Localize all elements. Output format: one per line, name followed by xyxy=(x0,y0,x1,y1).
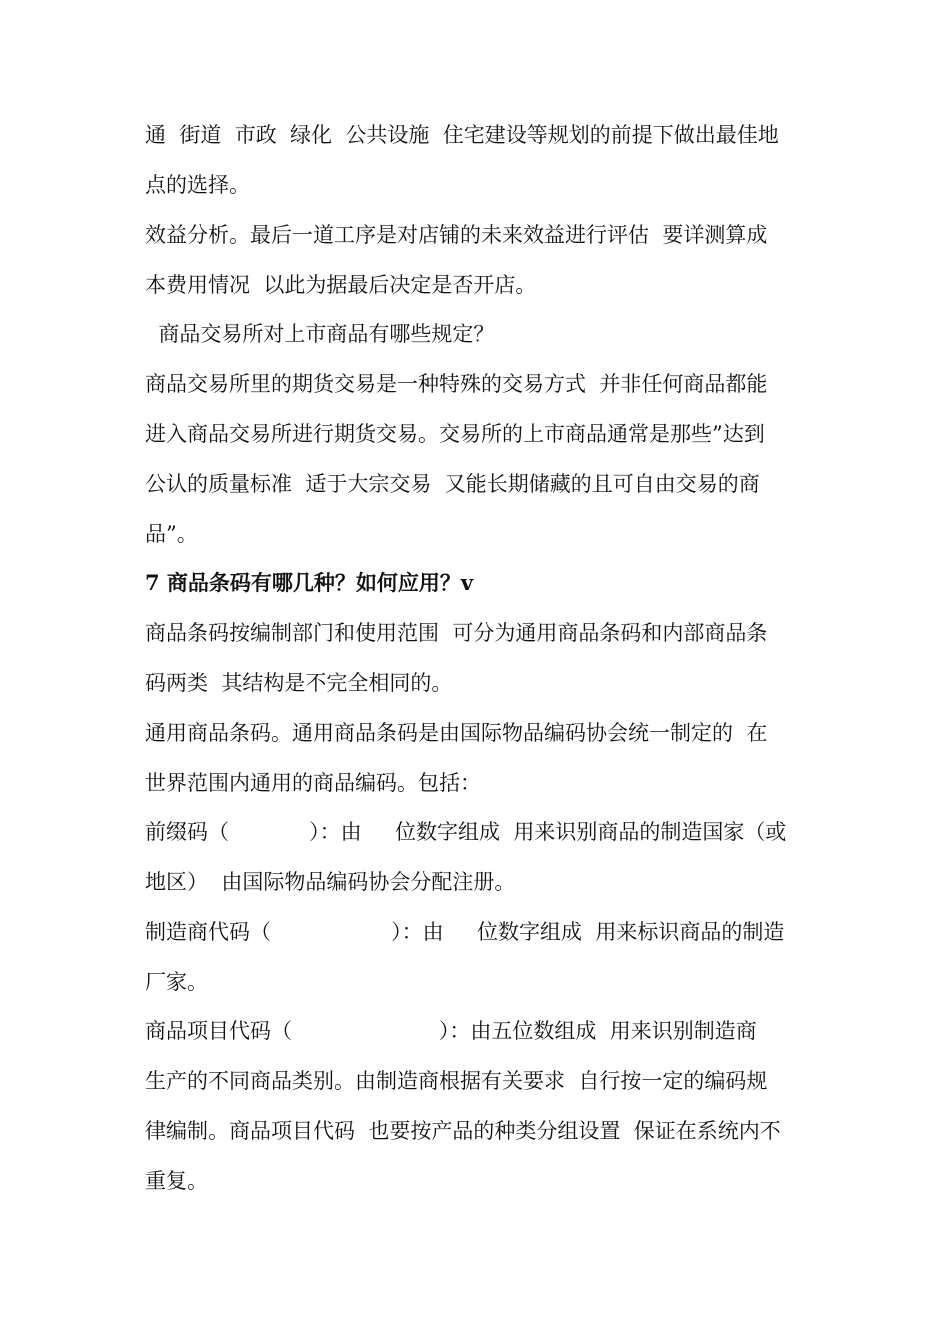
text-line: 律编制。商品项目代码 也要按产品的种类分组设置 保证在系统内不 xyxy=(145,1119,781,1143)
text-line: 公认的质量标准 适于大宗交易 又能长期储藏的且可自由交易的商 xyxy=(145,472,760,496)
text-line: 效益分析。最后一道工序是对店铺的未来效益进行评估 要详测算成 xyxy=(145,223,768,247)
text-line: 重复。 xyxy=(145,1169,208,1193)
text-line: 点的选择。 xyxy=(145,173,250,197)
text-line: 通用商品条码。通用商品条码是由国际物品编码协会统一制定的 在 xyxy=(145,721,768,745)
text-line: 码两类 其结构是不完全相同的。 xyxy=(145,671,453,695)
text-line: 制造商代码（ ）：由 位数字组成 用来标识商品的制造 xyxy=(145,920,785,944)
question-heading: 商品交易所对上市商品有哪些规定？ xyxy=(145,322,495,346)
text-line: 通 街道 市政 绿化 公共设施 住宅建设等规划的前提下做出最佳地 xyxy=(145,123,779,147)
text-line: 地区） 由国际物品编码协会分配注册。 xyxy=(145,870,516,894)
text-line: 商品交易所里的期货交易是一种特殊的交易方式 并非任何商品都能 xyxy=(145,372,768,396)
text-line: 进入商品交易所进行期货交易。交易所的上市商品通常是那些”达到 xyxy=(145,422,765,446)
text-line: 商品项目代码（ ）：由五位数组成 用来识别制造商 xyxy=(145,1019,757,1043)
text-line: 厂家。 xyxy=(145,970,208,994)
text-line: 本费用情况 以此为据最后决定是否开店。 xyxy=(145,273,537,297)
text-line: 前缀码（ ）：由 位数字组成 用来识别商品的制造国家（或 xyxy=(145,820,787,844)
text-line: 商品条码按编制部门和使用范围 可分为通用商品条码和内部商品条 xyxy=(145,621,768,645)
text-line: 生产的不同商品类别。由制造商根据有关要求 自行按一定的编码规 xyxy=(145,1069,768,1093)
question-heading: 7 商品条码有哪几种？如何应用？v xyxy=(145,570,474,595)
text-line: 品”。 xyxy=(145,522,198,546)
text-line: 世界范围内通用的商品编码。包括： xyxy=(145,771,481,795)
